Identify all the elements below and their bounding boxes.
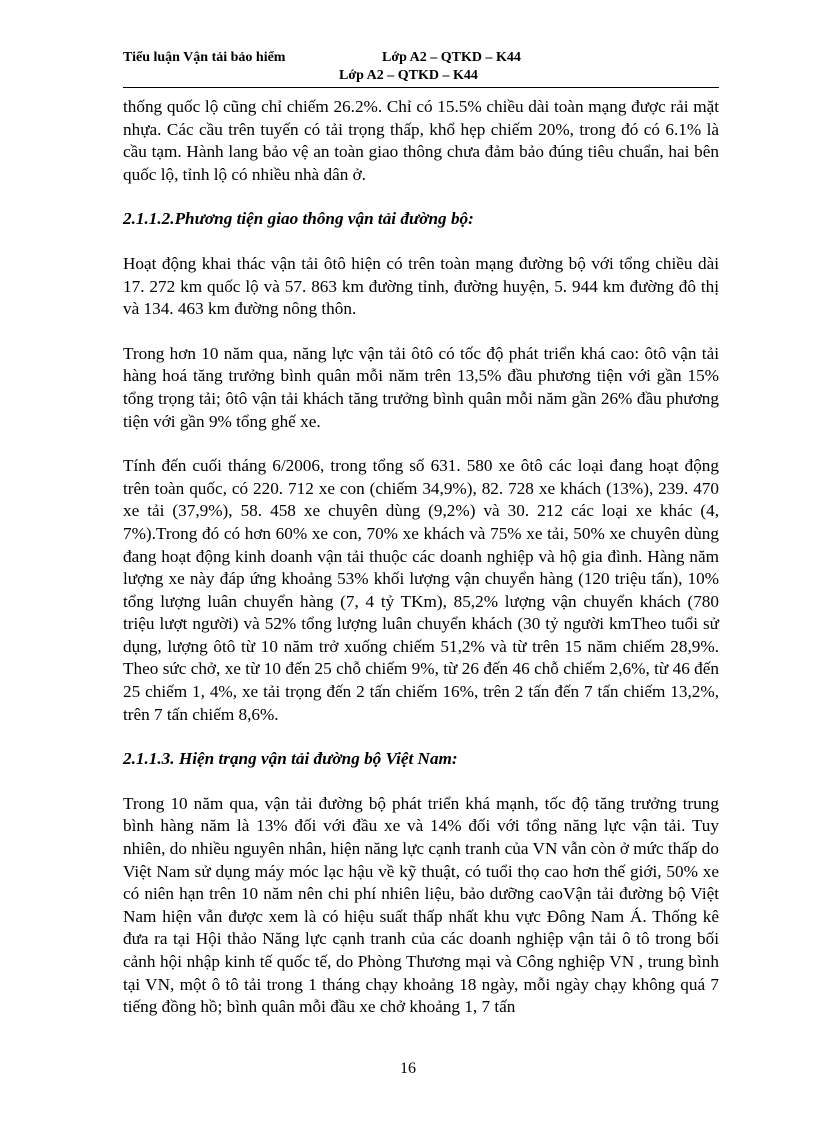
header-title: Tiểu luận Vận tải bảo hiểm bbox=[123, 50, 286, 65]
section-heading-vehicles: 2.1.1.2.Phương tiện giao thông vận tải đường bộ: bbox=[123, 209, 474, 229]
paragraph-road-length: Hoạt động khai thác vận tải ôtô hiện có trên toàn mạng đường bộ với tổng chiều dài 17. 272 km quốc lộ và 57. 863 km đường tỉnh, đường huyện, 5. 944 km đường đô thị và 134. 463 km đường nông thôn. bbox=[123, 253, 719, 319]
page-body bbox=[123, 96, 719, 1019]
header-rule bbox=[123, 87, 719, 88]
paragraph-road-network: thống quốc lộ cũng chỉ chiếm 26.2%. Chỉ có 15.5% chiều dài toàn mạng được rải mặt nhựa. Các cầu trên tuyến có tải trọng thấp, khổ hẹp chiếm 20%, trong đó có 6.1% là cầu tạm. Hành lang bảo vệ an toàn giao thông chưa đảm bảo đúng tiêu chuẩn, hai bên quốc lộ, tỉnh lộ có nhiều nhà dân ở. bbox=[123, 97, 719, 184]
paragraph-vehicle-stats: Tính đến cuối tháng 6/2006, trong tổng số 631. 580 xe ôtô các loại đang hoạt động trên toàn quốc, có 220. 712 xe con (chiếm 34,9%), 82. 728 xe khách (13%), 239. 470 xe tải (37,9%), 58. 458 xe chuyên dùng (9,2%) và 30. 212 các loại xe khác (4, 7%).Trong đó có hơn 60% xe con, 70% xe khách và 75% xe tải, 50% xe chuyên dùng đang hoạt động kinh doanh vận tải thuộc các doanh nghiệp và hộ gia đình. Hàng năm lượng xe này đáp ứng khoảng 53% khối lượng vận chuyển hàng (120 triệu tấn), 10% tổng lượng luân chuyển hàng (7, 4 tỷ TKm), 85,2% lượng vận chuyển khách (780 triệu lượt người) và 52% tổng lượng luân chuyển khách (30 tỷ người kmTheo tuổi sử dụng, lượng ôtô từ 10 năm trở xuống chiếm 51,2% và từ trên 15 năm chiếm 28,9%. Theo sức chở, xe từ 10 đến 25 chỗ chiếm 9%, từ 26 đến 46 chỗ chiếm 2,6%, từ 46 đến 25 chiếm 1, 4%, xe tải trọng đến 2 tấn chiếm 16%, trên 2 tấn đến 7 tấn chiếm 13,2%, trên 7 tấn chiếm 8,6%. bbox=[123, 456, 719, 724]
paragraph-current-state: Trong 10 năm qua, vận tải đường bộ phát triển khá mạnh, tốc độ tăng trưởng trung bình hàng năm là 13% đối với đầu xe và 14% đối với tổng năng lực vận tải. Tuy nhiên, do nhiều nguyên nhân, hiện năng lực cạnh tranh của VN vẫn còn ở mức thấp do Việt Nam sử dụng máy móc lạc hậu về kỹ thuật, có tuổi thọ cao hơn thế giới, 50% xe có niên hạn trên 10 năm nên chi phí nhiên liệu, bảo dưỡng caoVận tải đường bộ Việt Nam hiện vẫn được xem là có hiệu suất thấp nhất khu vực Đông Nam Á. Thống kê đưa ra tại Hội thảo Năng lực cạnh tranh của các doanh nghiệp vận tải ô tô trong bối cảnh hội nhập kinh tế quốc tế, do Phòng Thương mại và Công nghiệp VN , trung bình tại VN, một ô tô tải trong 1 tháng chạy khoảng 18 ngày, mỗi ngày chạy không quá 7 tiếng đồng hồ; bình quân mỗi đầu xe chở khoảng 1, 7 tấn bbox=[123, 793, 719, 1017]
header-class: Lớp A2 – QTKD – K44 bbox=[382, 50, 521, 65]
section-heading-current-state: 2.1.1.3. Hiện trạng vận tải đường bộ Việt Nam: bbox=[123, 749, 458, 769]
header-class-repeat: Lớp A2 – QTKD – K44 bbox=[339, 68, 478, 83]
page-header bbox=[123, 50, 719, 90]
page-number: 16 bbox=[400, 1060, 416, 1077]
paragraph-capacity-growth: Trong hơn 10 năm qua, năng lực vận tải ôtô có tốc độ phát triển khá cao: ôtô vận tải hàng hoá tăng trưởng bình quân mỗi năm trên 13,5% đầu phương tiện với gần 15% tổng trọng tải; ôtô vận tải khách tăng trưởng bình quân mỗi năm gần 26% đầu phương tiện với gần 9% tổng ghế xe. bbox=[123, 343, 719, 431]
